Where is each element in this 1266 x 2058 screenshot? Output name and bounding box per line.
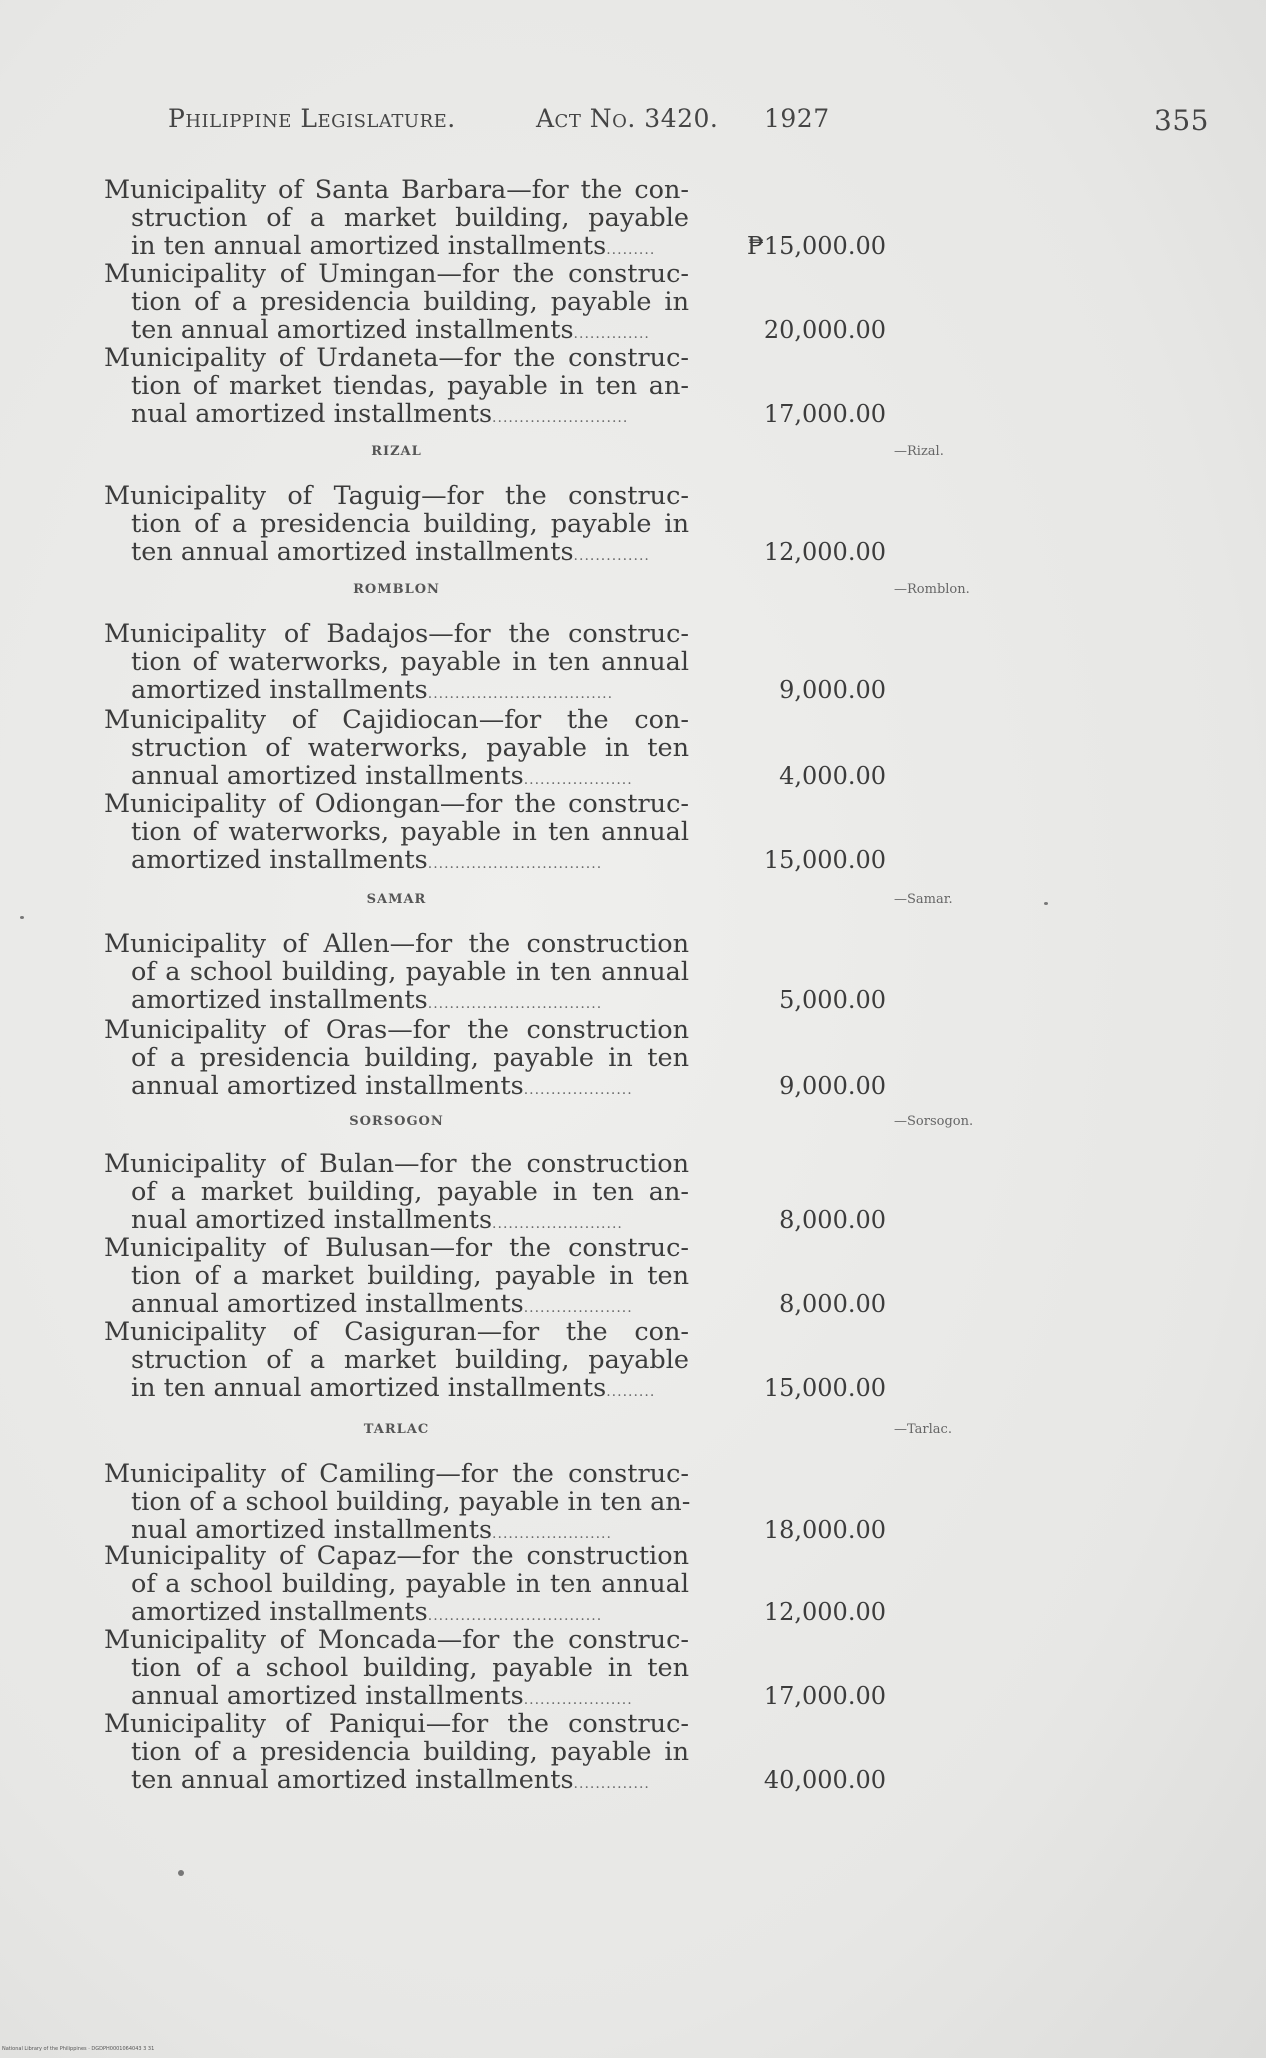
section-heading-rizal: RIZAL bbox=[371, 444, 422, 459]
appropriation-amount: 9,000.00 bbox=[779, 1072, 886, 1100]
entry-text: struction of waterworks, payable in ten bbox=[131, 733, 689, 763]
scan-speck bbox=[178, 1870, 184, 1876]
entry-text: amortized installments bbox=[131, 1598, 428, 1626]
dot-leader: ......... bbox=[606, 242, 656, 258]
appropriation-amount: 17,000.00 bbox=[763, 1682, 886, 1710]
entry-text: tion of a school building, payable in ten an- bbox=[131, 1487, 691, 1517]
entry-text-line bbox=[104, 1516, 689, 1544]
appropriation-amount: 18,000.00 bbox=[763, 1516, 886, 1544]
entry-text-line bbox=[104, 1488, 689, 1516]
entry-text: of a school building, payable in ten annual bbox=[131, 1569, 689, 1599]
appropriation-amount: 12,000.00 bbox=[763, 538, 886, 566]
entry-text-line bbox=[104, 1290, 689, 1318]
appropriation-entry bbox=[104, 1150, 689, 1234]
appropriation-amount: ₱15,000.00 bbox=[746, 232, 886, 260]
entry-text: Municipality of Badajos—for the construc- bbox=[104, 619, 689, 649]
dot-leader: ......................... bbox=[492, 410, 629, 426]
entry-text-line bbox=[104, 1072, 689, 1100]
entry-text: Municipality of Casiguran—for the con- bbox=[104, 1317, 689, 1347]
entry-text: amortized installments bbox=[131, 986, 428, 1014]
entry-text: Municipality of Bulan—for the construction bbox=[104, 1149, 689, 1179]
appropriation-entry bbox=[104, 176, 689, 260]
entry-text-line bbox=[104, 1318, 689, 1346]
entry-text-line bbox=[104, 1626, 689, 1654]
appropriation-entry bbox=[104, 1016, 689, 1100]
library-stamp: National Library of the Philippines · DGDPH0001064043 3 31 bbox=[2, 2046, 155, 2052]
appropriation-amount: 12,000.00 bbox=[763, 1598, 886, 1626]
entry-text: in ten annual amortized installments bbox=[131, 1374, 607, 1402]
entry-text: tion of a presidencia building, payable in bbox=[131, 1737, 689, 1767]
appropriation-entry bbox=[104, 930, 689, 1014]
entry-text: struction of a market building, payable bbox=[131, 1345, 689, 1375]
entry-text: Municipality of Allen—for the construction bbox=[104, 929, 689, 959]
entry-text-line bbox=[104, 316, 689, 344]
page-header bbox=[168, 104, 1208, 144]
entry-text-line bbox=[104, 1262, 689, 1290]
entry-text: tion of market tiendas, payable in ten an- bbox=[131, 371, 689, 401]
entry-text: Municipality of Bulusan—for the construc- bbox=[104, 1233, 689, 1263]
dot-leader: .............. bbox=[573, 1776, 650, 1792]
header-title: Philippine Legislature. bbox=[168, 104, 456, 133]
dot-leader: ........................ bbox=[492, 1216, 623, 1232]
entry-text: Municipality of Camiling—for the construc- bbox=[104, 1459, 689, 1489]
entry-text-line bbox=[104, 762, 689, 790]
entry-text: in ten annual amortized installments bbox=[131, 232, 607, 260]
entry-text-line bbox=[104, 1346, 689, 1374]
entry-text-line bbox=[104, 538, 689, 566]
entry-text-line bbox=[104, 1598, 689, 1626]
entry-text: tion of a market building, payable in ten bbox=[131, 1261, 689, 1291]
entry-text: amortized installments bbox=[131, 676, 428, 704]
entry-text: annual amortized installments bbox=[131, 1290, 524, 1318]
appropriation-amount: 20,000.00 bbox=[763, 316, 886, 344]
entry-text-line bbox=[104, 1016, 689, 1044]
entry-text: of a school building, payable in ten annual bbox=[131, 957, 689, 987]
entry-text: Municipality of Oras—for the construction bbox=[104, 1015, 689, 1045]
dot-leader: .............. bbox=[573, 326, 650, 342]
appropriation-amount: 15,000.00 bbox=[763, 846, 886, 874]
appropriation-amount: 40,000.00 bbox=[763, 1766, 886, 1794]
entry-text: Municipality of Umingan—for the construc- bbox=[104, 259, 689, 289]
entry-text: annual amortized installments bbox=[131, 1682, 524, 1710]
entry-text: tion of a school building, payable in ten bbox=[131, 1653, 689, 1683]
entry-text: struction of a market building, payable bbox=[131, 203, 689, 233]
appropriation-entry bbox=[104, 482, 689, 566]
header-act-number: Act No. 3420. bbox=[536, 104, 719, 133]
appropriation-entry bbox=[104, 790, 689, 874]
dot-leader: .................... bbox=[523, 1300, 633, 1316]
entry-text-line bbox=[104, 400, 689, 428]
entry-text: Municipality of Cajidiocan—for the con- bbox=[104, 705, 689, 735]
entry-text: Municipality of Moncada—for the construc- bbox=[104, 1625, 689, 1655]
entry-text-line bbox=[104, 1460, 689, 1488]
appropriation-amount: 8,000.00 bbox=[779, 1290, 886, 1318]
appropriation-entry bbox=[104, 344, 689, 428]
entry-text: nual amortized installments bbox=[131, 1516, 493, 1544]
entry-text-line bbox=[104, 958, 689, 986]
dot-leader: .................... bbox=[523, 1082, 633, 1098]
appropriation-amount: 8,000.00 bbox=[779, 1206, 886, 1234]
entry-text: Municipality of Odiongan—for the construc- bbox=[104, 789, 689, 819]
appropriation-amount: 15,000.00 bbox=[763, 1374, 886, 1402]
entry-text-line bbox=[104, 986, 689, 1014]
dot-leader: .................... bbox=[523, 1692, 633, 1708]
entry-text-line bbox=[104, 260, 689, 288]
entry-text-line bbox=[104, 1738, 689, 1766]
entry-text-line bbox=[104, 930, 689, 958]
appropriation-entry bbox=[104, 1234, 689, 1318]
appropriation-entry bbox=[104, 1318, 689, 1402]
margin-note-samar: —Samar. bbox=[894, 892, 953, 907]
entry-text: Municipality of Taguig—for the construc- bbox=[104, 481, 689, 511]
entry-text-line bbox=[104, 1766, 689, 1794]
entry-text-line bbox=[104, 734, 689, 762]
entry-text: annual amortized installments bbox=[131, 1072, 524, 1100]
entry-text: tion of waterworks, payable in ten annual bbox=[131, 817, 689, 847]
entry-text-line bbox=[104, 1710, 689, 1738]
dot-leader: .................................. bbox=[427, 686, 614, 702]
entry-text-line bbox=[104, 1150, 689, 1178]
entry-text: nual amortized installments bbox=[131, 400, 493, 428]
dot-leader: ................................ bbox=[427, 1608, 603, 1624]
appropriation-amount: 9,000.00 bbox=[779, 676, 886, 704]
entry-text-line bbox=[104, 790, 689, 818]
entry-text: Municipality of Paniqui—for the construc- bbox=[104, 1709, 689, 1739]
entry-text: of a presidencia building, payable in ten bbox=[131, 1043, 689, 1073]
entry-text: ten annual amortized installments bbox=[131, 316, 574, 344]
appropriation-entry bbox=[104, 620, 689, 704]
entry-text-line bbox=[104, 1654, 689, 1682]
entry-text-line bbox=[104, 1044, 689, 1072]
entry-text-line bbox=[104, 1178, 689, 1206]
appropriation-amount: 4,000.00 bbox=[779, 762, 886, 790]
entry-text: annual amortized installments bbox=[131, 762, 524, 790]
scan-speck bbox=[20, 916, 24, 919]
entry-text-line bbox=[104, 372, 689, 400]
appropriation-entry bbox=[104, 1542, 689, 1626]
entry-text: Municipality of Urdaneta—for the construc- bbox=[104, 343, 689, 373]
entry-text: ten annual amortized installments bbox=[131, 538, 574, 566]
margin-note-rizal: —Rizal. bbox=[894, 444, 944, 459]
entry-text-line bbox=[104, 1570, 689, 1598]
entry-text-line bbox=[104, 1542, 689, 1570]
entry-text-line bbox=[104, 482, 689, 510]
section-heading-romblon: ROMBLON bbox=[353, 582, 440, 597]
entry-text-line bbox=[104, 510, 689, 538]
page-number: 355 bbox=[1154, 104, 1209, 137]
dot-leader: ......... bbox=[606, 1384, 656, 1400]
entry-text: Municipality of Capaz—for the construction bbox=[104, 1541, 689, 1571]
entry-text-line bbox=[104, 648, 689, 676]
dot-leader: .................... bbox=[523, 772, 633, 788]
entry-text: tion of waterworks, payable in ten annual bbox=[131, 647, 689, 677]
entry-text: of a market building, payable in ten an- bbox=[131, 1177, 689, 1207]
margin-note-tarlac: —Tarlac. bbox=[894, 1422, 952, 1437]
appropriation-entry bbox=[104, 1710, 689, 1794]
entry-text-line bbox=[104, 620, 689, 648]
section-heading-tarlac: TARLAC bbox=[363, 1422, 430, 1437]
entry-text: Municipality of Santa Barbara—for the con- bbox=[104, 175, 689, 205]
entry-text: tion of a presidencia building, payable in bbox=[131, 287, 689, 317]
appropriation-entry bbox=[104, 1626, 689, 1710]
entry-text-line bbox=[104, 204, 689, 232]
entry-text-line bbox=[104, 232, 689, 260]
entry-text-line bbox=[104, 1206, 689, 1234]
section-heading-samar: SAMAR bbox=[366, 892, 427, 907]
entry-text-line bbox=[104, 1374, 689, 1402]
entry-text: amortized installments bbox=[131, 846, 428, 874]
entry-text: tion of a presidencia building, payable in bbox=[131, 509, 689, 539]
appropriation-entry bbox=[104, 260, 689, 344]
entry-text: nual amortized installments bbox=[131, 1206, 493, 1234]
section-heading-sorsogon: SORSOGON bbox=[349, 1114, 444, 1129]
entry-text-line bbox=[104, 176, 689, 204]
entry-text-line bbox=[104, 288, 689, 316]
entry-text-line bbox=[104, 818, 689, 846]
entry-text-line bbox=[104, 1682, 689, 1710]
dot-leader: ...................... bbox=[492, 1526, 612, 1542]
entry-text-line bbox=[104, 344, 689, 372]
dot-leader: .............. bbox=[573, 548, 650, 564]
header-year: 1927 bbox=[764, 104, 830, 133]
appropriation-amount: 17,000.00 bbox=[763, 400, 886, 428]
dot-leader: ................................ bbox=[427, 856, 603, 872]
entry-text: ten annual amortized installments bbox=[131, 1766, 574, 1794]
margin-note-romblon: —Romblon. bbox=[894, 582, 970, 597]
appropriation-amount: 5,000.00 bbox=[779, 986, 886, 1014]
dot-leader: ................................ bbox=[427, 996, 603, 1012]
appropriation-entry bbox=[104, 706, 689, 790]
entry-text-line bbox=[104, 706, 689, 734]
scan-speck bbox=[1044, 902, 1048, 905]
margin-note-sorsogon: —Sorsogon. bbox=[894, 1114, 974, 1129]
entry-text-line bbox=[104, 676, 689, 704]
entry-text-line bbox=[104, 1234, 689, 1262]
entry-text-line bbox=[104, 846, 689, 874]
appropriation-entry bbox=[104, 1460, 689, 1544]
